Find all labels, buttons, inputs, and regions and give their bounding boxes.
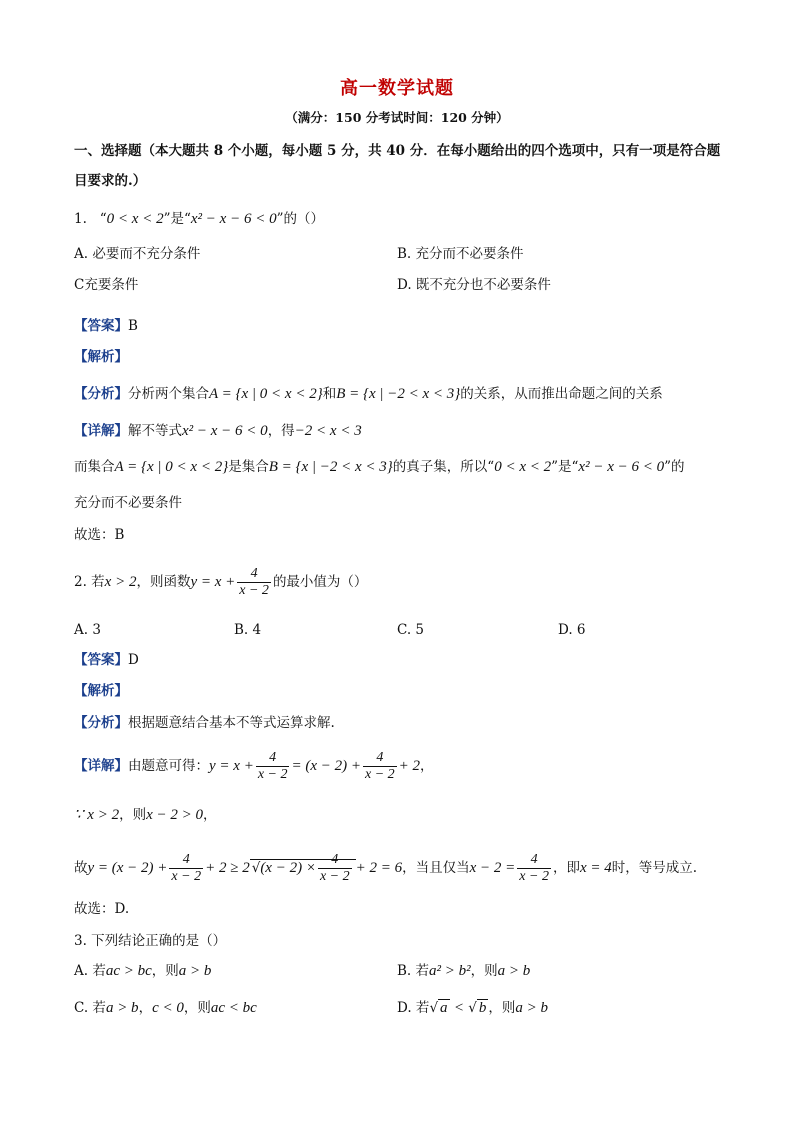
q2-analysis-tag: 【解析】 — [74, 683, 128, 699]
q2-detail: 【详解】由题意可得：y = x + $\frac{4}{x - 2}$ = (x − 2) + $\frac{4}{x - 2}$ + 2， — [74, 750, 434, 782]
q2-choose: 故选：D. — [74, 901, 130, 917]
q1-fenxi: 【分析】分析两个集合A = {x | 0 < x < 2}和B = {x | −2 < x < 3}的关系，从而推出命题之间的关系 — [74, 386, 663, 402]
q2-option-a: A. 3 — [74, 622, 101, 638]
q3-stem: 3. 下列结论正确的是（） — [74, 933, 227, 949]
q2-option-b: B. 4 — [234, 622, 262, 638]
q2-fenxi: 【分析】根据题意结合基本不等式运算求解. — [74, 715, 335, 731]
page-subtitle: （满分：150 分考试时间：120 分钟） — [285, 110, 509, 125]
q1-stem: 1. “0 < x < 2”是“x² − x − 6 < 0”的（） — [74, 211, 324, 227]
q3-option-a: A. 若ac > bc，则a > b — [74, 963, 212, 979]
section-heading-line1: 一、选择题（本大题共 8 个小题，每小题 5 分，共 40 分．在每小题给出的四个选项中，只有一项是符合题 — [74, 143, 721, 159]
q1-option-d: D. 既不充分也不必要条件 — [397, 277, 551, 293]
q1-analysis-tag: 【解析】 — [74, 349, 128, 365]
q3-option-b: B. 若a² > b²，则a > b — [397, 963, 531, 979]
q2-option-c: C. 5 — [397, 622, 425, 638]
q2-stem: 2. 若x > 2，则函数y = x + $\frac{4}{x - 2}$ 的最小值为（） — [74, 566, 368, 598]
q2-option-d: D. 6 — [558, 622, 586, 638]
q2-conclusion-fraction-3: $\frac{4}{x - 2}$ — [519, 852, 549, 884]
q1-detail-line2: 而集合A = {x | 0 < x < 2}是集合B = {x | −2 < x < 3}的真子集，所以“0 < x < 2”是“x² − x − 6 < 0”的 — [74, 459, 685, 475]
q1-answer: 【答案】B — [74, 318, 138, 334]
q3-option-d: D. 若√ a < √ b ，则a > b — [397, 1000, 548, 1016]
page-title: 高一数学试题 — [340, 78, 454, 99]
q1-detail-line3: 充分而不必要条件 — [74, 495, 182, 511]
q2-because: ∵ x > 2，则x − 2 > 0， — [74, 807, 217, 823]
q1-choose: 故选：B — [74, 527, 125, 543]
q2-sqrt: √(x − 2) × $\frac{4}{x - 2}$ — [250, 859, 356, 876]
q2-stem-fraction: $\frac{4}{x - 2}$ — [239, 566, 269, 598]
q1-option-c: C充要条件 — [74, 277, 139, 293]
q2-conclusion-fraction-2: $\frac{4}{x - 2}$ — [319, 852, 350, 884]
q2-conclusion-fraction-1: $\frac{4}{x - 2}$ — [171, 852, 202, 884]
q1-detail: 【详解】解不等式x² − x − 6 < 0，得−2 < x < 3 — [74, 423, 362, 439]
q2-detail-fraction-2: $\frac{4}{x - 2}$ — [365, 750, 395, 782]
q2-answer: 【答案】D — [74, 652, 139, 668]
q2-detail-fraction-1: $\frac{4}{x - 2}$ — [257, 750, 288, 782]
q3-option-c: C. 若a > b，c < 0，则ac < bc — [74, 1000, 257, 1016]
q2-conclusion: 故y = (x − 2) + $\frac{4}{x - 2}$ + 2 ≥ 2 √(x − 2) × $\frac{4}{x - 2}$ + 2 = 6，当且仅当x − 2 = $\frac{4}{x - 2}$ ，即x = 4时，等号成立. — [74, 852, 698, 884]
section-heading-line2: 目要求的.） — [74, 173, 147, 189]
q1-option-a: A. 必要而不充分条件 — [74, 246, 201, 262]
q1-option-b: B. 充分而不必要条件 — [397, 246, 524, 262]
